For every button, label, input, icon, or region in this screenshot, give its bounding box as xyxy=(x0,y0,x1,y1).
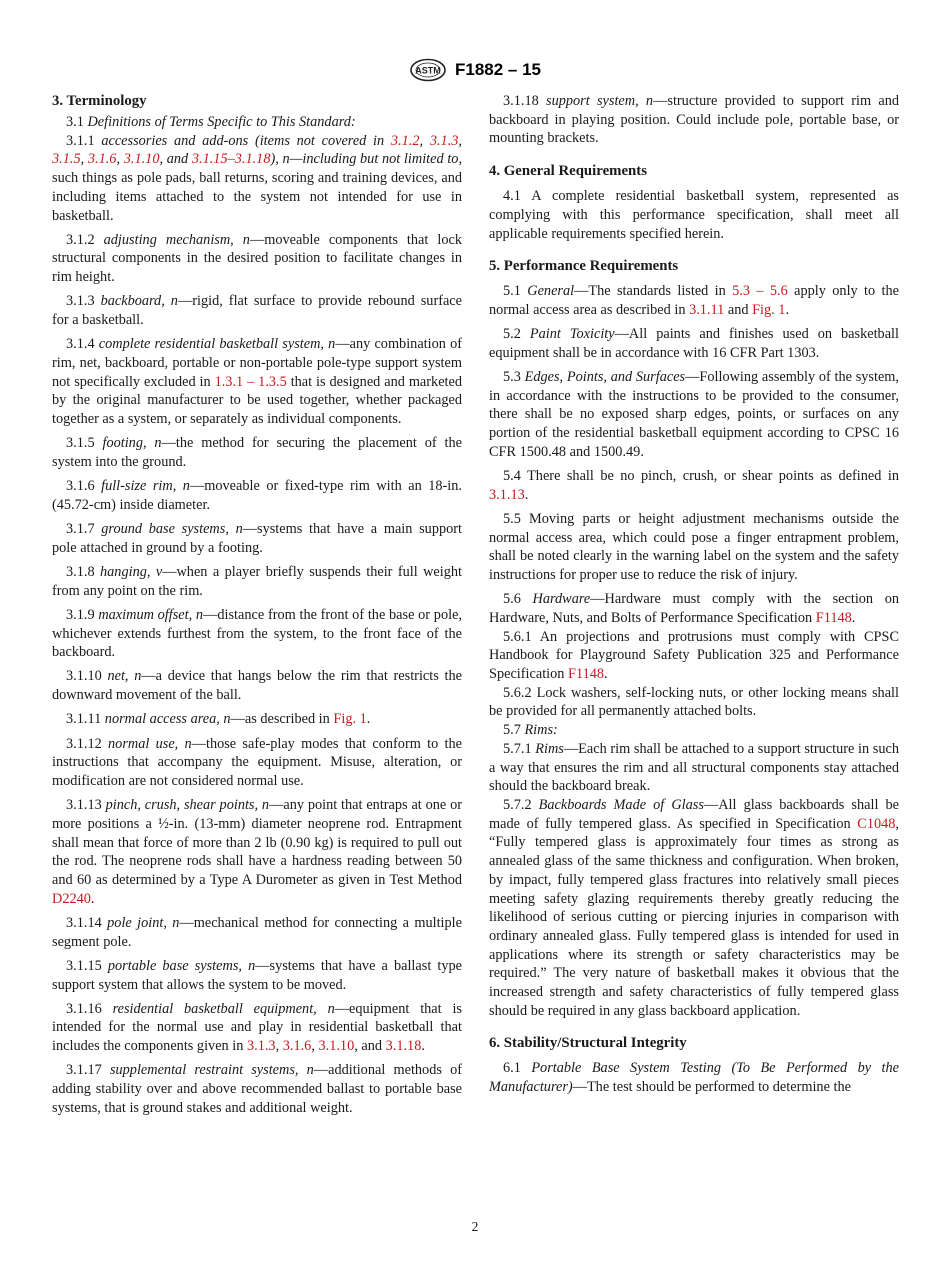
right-column xyxy=(489,92,899,1097)
standard-designation: F1882 – 15 xyxy=(454,60,541,79)
para-6-1: 6.1 Portable Base System Testing (To Be Performed by the Manufacturer)—The test should be performed to determine the xyxy=(489,1060,899,1096)
section-4-heading: 4. General Requirements xyxy=(489,163,647,180)
xref-3-1-10[interactable]: 3.1.10 xyxy=(123,151,160,168)
para-5-1: 5.1 General—The standards listed in 5.3 – 5.6 apply only to the normal access area as described in 3.1.11 and Fig. 1. xyxy=(489,283,900,318)
para-3-1-11: 3.1.11 normal access area, n—as described in Fig. 1. xyxy=(66,711,371,728)
para-3-1-1: 3.1.1 accessories and add-ons (items not covered in 3.1.2, 3.1.3, 3.1.5, 3.1.6, 3.1.10, and 3.1.15–3.1.18), n—including but not limited to, such things as pole pads, ball returns, scoring and training devices, and including items attached to the system not intended for use in basketball. xyxy=(52,132,463,224)
para-3-1-15: 3.1.15 portable base systems, n—systems that have a ballast type support system that allows the system to be moved. xyxy=(52,957,463,993)
xref-fig-1[interactable]: Fig. 1 xyxy=(333,711,367,728)
para-5-6-1: 5.6.1 An projections and protrusions must comply with CPSC Handbook for Playground Safety Publication 325 and Performance Specification F1148. xyxy=(489,628,899,683)
para-3-1-4: 3.1.4 complete residential basketball system, n—any combination of rim, net, backboard, portable or non-portable pole-type support system not specifically excluded in 1.3.1 – 1.3.5 that is designed and marketed by the original manufacturer to be used together, whether packaged together as a system, or separately as individual components. xyxy=(52,336,463,428)
xref-3-1-3[interactable]: 3.1.3 xyxy=(246,1038,276,1055)
para-5-6: 5.6 Hardware—Hardware must comply with the section on Hardware, Nuts, and Bolts of Performance Specification F1148. xyxy=(489,591,900,626)
para-5-2: 5.2 Paint Toxicity—All paints and finishes used on basketball equipment shall be in accordance with 16 CFR Part 1303. xyxy=(489,326,899,361)
para-3-1-7: 3.1.7 ground base systems, n—systems that have a main support pole attached in ground by a footing. xyxy=(52,521,462,556)
para-3-1-13: 3.1.13 pinch, crush, shear points, n—any point that entraps at one or more positions a ½-in. (13-mm) diameter neoprene rod. Entrapment shall mean that force of more than 2 lb (0.90 kg) is required to pull out the rod. The neoprene rods shall have a hardness reading between 50 and 60 as determined by a Type A Durometer as given in Test Method D2240. xyxy=(52,797,462,907)
xref-3-1-15-18[interactable]: 3.1.15–3.1.18 xyxy=(191,151,271,168)
xref-3-1-3[interactable]: 3.1.3 xyxy=(429,132,459,149)
xref-fig-1[interactable]: Fig. 1 xyxy=(752,301,786,318)
para-3-1-12: 3.1.12 normal use, n—those safe-play modes that conform to the instructions that accompany the equipment. Misuse, alteration, or modification are not considered normal use. xyxy=(52,735,462,789)
page-header xyxy=(0,57,950,83)
section-5-heading: 5. Performance Requirements xyxy=(489,258,679,275)
para-5-7-2: 5.7.2 Backboards Made of Glass—All glass backboards shall be made of fully tempered glass. As specified in Specification C1048, “Fully tempered glass is approximately four times as strong as annealed glass of the same thickness and configuration. When broken, by impact, fully tempered glass fractures into relatively small pieces meeting safety glazing requirements thereby greatly reducing the likelihood of serious cutting or piercing injuries in comparison with ordinary annealed glass. Fully tempered glass is intended for used in applications where its strength or safety characteristics may be required.” The very nature of basketball makes it obvious that the increased strength and safety characteristics of fully tempered glass should be required in any glass backboard application. xyxy=(489,797,899,1019)
para-3-1: 3.1 Definitions of Terms Specific to This Standard: xyxy=(66,114,356,130)
xref-3-1-2[interactable]: 3.1.2 xyxy=(390,132,420,149)
xref-3-1-6[interactable]: 3.1.6 xyxy=(87,151,117,168)
xref-3-1-10[interactable]: 3.1.10 xyxy=(318,1038,355,1055)
para-3-1-9: 3.1.9 maximum offset, n—distance from the front of the base or pole, whichever extends furthest from the system, to the front face of the backboard. xyxy=(52,606,462,661)
para-5-7-1: 5.7.1 Rims—Each rim shall be attached to a support structure in such a way that ensures the rim and all structural components stay attached should the backboard break. xyxy=(489,740,900,795)
para-3-1-17: 3.1.17 supplemental restraint systems, n—additional methods of adding stability over and above recommended ballast to portable base systems, that is ground stakes and additional weight. xyxy=(52,1062,463,1116)
para-3-1-18: 3.1.18 support system, n—structure provided to support rim and backboard in playing position. Could include pole, portable base, or mounting brackets. xyxy=(489,93,900,147)
xref-f1148[interactable]: F1148 xyxy=(568,666,605,683)
para-3-1-3: 3.1.3 backboard, n—rigid, flat surface to provide rebound surface for a basketball. xyxy=(52,293,462,329)
left-column xyxy=(52,92,462,1117)
para-5-7: 5.7 Rims: xyxy=(503,722,558,739)
para-5-4: 5.4 There shall be no pinch, crush, or shear points as defined in 3.1.13. xyxy=(489,468,899,503)
xref-3-1-5[interactable]: 3.1.5 xyxy=(52,151,81,168)
xref-3-1-6[interactable]: 3.1.6 xyxy=(282,1038,312,1055)
xref-3-1-18[interactable]: 3.1.18 xyxy=(385,1038,422,1055)
section-6-heading: 6. Stability/Structural Integrity xyxy=(489,1035,687,1052)
xref-c1048[interactable]: C1048 xyxy=(857,815,896,832)
para-3-1-5: 3.1.5 footing, n—the method for securing the placement of the system into the ground. xyxy=(52,435,463,470)
para-4-1: 4.1 A complete residential basketball system, represented as complying with this performance specification, shall meet all applicable requirements specified herein. xyxy=(489,188,899,242)
xref-3-1-11[interactable]: 3.1.11 xyxy=(689,301,725,318)
xref-1-3-1[interactable]: 1.3.1 – 1.3.5 xyxy=(214,373,287,390)
xref-5-3-5-6[interactable]: 5.3 – 5.6 xyxy=(732,283,788,300)
para-5-3: 5.3 Edges, Points, and Surfaces—Following assembly of the system, in accordance with the instructions to be provided to the consumer, there shall be no exposed sharp edges, points, or surfaces on any portion of the residential basketball equipment according to CPSC 16 CFR 1500.48 and 1500.49. xyxy=(489,369,899,460)
xref-3-1-13[interactable]: 3.1.13 xyxy=(489,486,525,503)
para-5-6-2: 5.6.2 Lock washers, self-locking nuts, or other locking means shall be provided for all permanently attached bolts. xyxy=(489,684,899,720)
para-3-1-14: 3.1.14 pole joint, n—mechanical method for connecting a multiple segment pole. xyxy=(52,914,462,950)
xref-f1148[interactable]: F1148 xyxy=(815,609,852,626)
para-3-1-6: 3.1.6 full-size rim, n—moveable or fixed-type rim with an 18-in. (45.72-cm) inside diameter. xyxy=(52,478,462,513)
section-3-heading: 3. Terminology xyxy=(52,93,147,109)
astm-logo-icon xyxy=(409,58,447,82)
page-number: 2 xyxy=(471,1219,479,1234)
para-3-1-16: 3.1.16 residential basketball equipment, n—equipment that is intended for the normal use and play in residential basketball that includes the components given in 3.1.3, 3.1.6, 3.1.10, and 3.1.18. xyxy=(52,1000,462,1055)
logo-lettering: ASTM xyxy=(415,65,441,76)
para-3-1-8: 3.1.8 hanging, v—when a player briefly suspends their full weight from any point on the rim. xyxy=(52,563,463,599)
para-3-1-2: 3.1.2 adjusting mechanism, n—moveable components that lock structural components in the desired position to facilitate changes in rim height. xyxy=(52,231,463,286)
para-3-1-10: 3.1.10 net, n—a device that hangs below the rim that restricts the downward movement of the ball. xyxy=(52,668,462,704)
para-5-5: 5.5 Moving parts or height adjustment mechanisms outside the normal access area, which could pose a finger entrapment problem, shall be noted clearly in the warning label on the system and the safety instructions for proper use to reduce the risk of injury. xyxy=(489,510,899,584)
xref-d2240[interactable]: D2240 xyxy=(52,890,91,907)
